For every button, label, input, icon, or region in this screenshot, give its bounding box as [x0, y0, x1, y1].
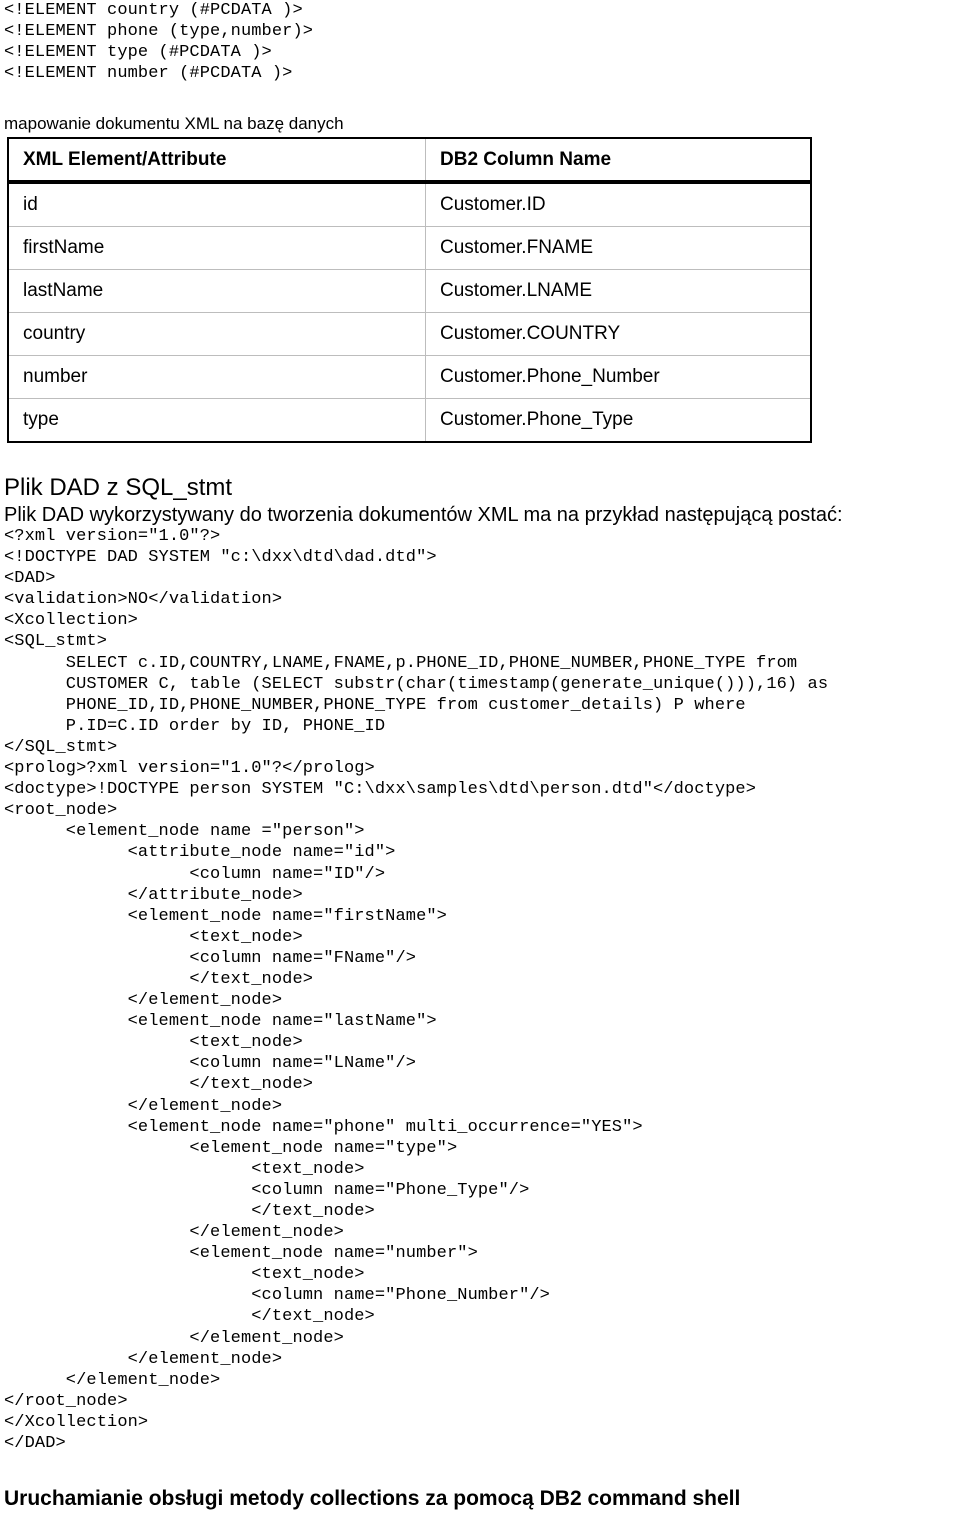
code-line: PHONE_ID,ID,PHONE_NUMBER,PHONE_TYPE from customer_details) P where — [4, 695, 746, 715]
code-line: <element_node name ="person"> — [4, 822, 365, 842]
code-line: <text_node> — [4, 1159, 365, 1179]
section-heading: Uruchamianie obsługi metody collections za pomocą DB2 command shell — [4, 1487, 741, 1510]
code-line: </text_node> — [4, 1075, 314, 1095]
db2-cell: Customer.ID — [426, 182, 812, 227]
dtd-code-block — [4, 0, 313, 84]
code-line: </element_node> — [4, 1328, 344, 1348]
code-line: <column name="Phone_Type"/> — [4, 1180, 530, 1200]
code-line: <root_node> — [4, 801, 118, 821]
table-header-row — [8, 138, 811, 182]
code-line: <!ELEMENT phone (type,number)> — [4, 22, 314, 42]
table-row — [8, 227, 811, 270]
code-line: </element_node> — [4, 991, 283, 1011]
dad-heading: Plik DAD z SQL_stmt — [4, 474, 233, 501]
code-line: P.ID=C.ID order by ID, PHONE_ID — [4, 716, 386, 736]
code-line: <attribute_node name="id"> — [4, 843, 396, 863]
xml-cell: type — [8, 399, 426, 443]
code-line: </root_node> — [4, 1391, 128, 1411]
db2-cell: Customer.COUNTRY — [426, 313, 812, 356]
table-row — [8, 313, 811, 356]
dad-intro-text: Plik DAD wykorzystywany do tworzenia dokumentów XML ma na przykład następującą postać: — [4, 504, 843, 526]
code-line: <?xml version="1.0"?> — [4, 527, 221, 546]
xml-cell: firstName — [8, 227, 426, 270]
code-line: <DAD> — [4, 569, 56, 589]
code-line: <column name="ID"/> — [4, 864, 386, 884]
code-line: <doctype>!DOCTYPE person SYSTEM "C:\dxx\samples\dtd\person.dtd"</doctype> — [4, 780, 757, 800]
xml-cell: number — [8, 356, 426, 399]
code-line: </text_node> — [4, 969, 314, 989]
code-line: <!ELEMENT type (#PCDATA )> — [4, 43, 272, 63]
code-line: <element_node name="type"> — [4, 1138, 458, 1158]
code-line: <Xcollection> — [4, 611, 138, 631]
code-line: <!ELEMENT number (#PCDATA )> — [4, 64, 293, 84]
xml-cell: id — [8, 182, 426, 227]
code-line: </text_node> — [4, 1307, 375, 1327]
code-line: <element_node name="phone" multi_occurrence="YES"> — [4, 1117, 643, 1137]
code-line: </element_node> — [4, 1349, 283, 1369]
xml-cell: country — [8, 313, 426, 356]
code-line: SELECT c.ID,COUNTRY,LNAME,FNAME,p.PHONE_ID,PHONE_NUMBER,PHONE_TYPE from — [4, 653, 798, 673]
column-header-db2: DB2 Column Name — [426, 138, 812, 182]
code-line: <text_node> — [4, 1265, 365, 1285]
db2-cell: Customer.Phone_Type — [426, 399, 812, 443]
code-line: <text_node> — [4, 927, 303, 947]
dad-code-block — [4, 526, 828, 1454]
table-row — [8, 270, 811, 313]
code-line: <validation>NO</validation> — [4, 590, 283, 610]
code-line: <element_node name="number"> — [4, 1244, 478, 1264]
code-line: <element_node name="firstName"> — [4, 906, 447, 926]
code-line: CUSTOMER C, table (SELECT substr(char(timestamp(generate_unique())),16) as — [4, 674, 829, 694]
mapping-table — [7, 137, 812, 443]
table-row — [8, 182, 811, 227]
db2-cell: Customer.Phone_Number — [426, 356, 812, 399]
code-line: <element_node name="lastName"> — [4, 1012, 437, 1032]
mapping-caption: mapowanie dokumentu XML na bazę danych — [4, 114, 344, 133]
code-line: <column name="FName"/> — [4, 948, 417, 968]
db2-cell: Customer.FNAME — [426, 227, 812, 270]
code-line: </element_node> — [4, 1223, 344, 1243]
db2-cell: Customer.LNAME — [426, 270, 812, 313]
code-line: <column name="Phone_Number"/> — [4, 1286, 550, 1306]
code-line: </SQL_stmt> — [4, 737, 118, 757]
code-line: </DAD> — [4, 1434, 66, 1454]
table-row — [8, 356, 811, 399]
code-line: <!ELEMENT country (#PCDATA )> — [4, 1, 303, 20]
code-line: <text_node> — [4, 1033, 303, 1053]
code-line: </Xcollection> — [4, 1412, 149, 1432]
code-line: </text_node> — [4, 1202, 375, 1221]
code-line: <SQL_stmt> — [4, 632, 108, 652]
code-line: <!DOCTYPE DAD SYSTEM "c:\dxx\dtd\dad.dtd"> — [4, 548, 437, 568]
code-line: <column name="LName"/> — [4, 1054, 417, 1074]
table-row — [8, 399, 811, 443]
xml-cell: lastName — [8, 270, 426, 313]
code-line: </attribute_node> — [4, 885, 303, 905]
code-line: <prolog>?xml version="1.0"?</prolog> — [4, 759, 375, 779]
column-header-xml: XML Element/Attribute — [8, 138, 426, 182]
code-line: </element_node> — [4, 1096, 283, 1116]
code-line: </element_node> — [4, 1370, 221, 1390]
